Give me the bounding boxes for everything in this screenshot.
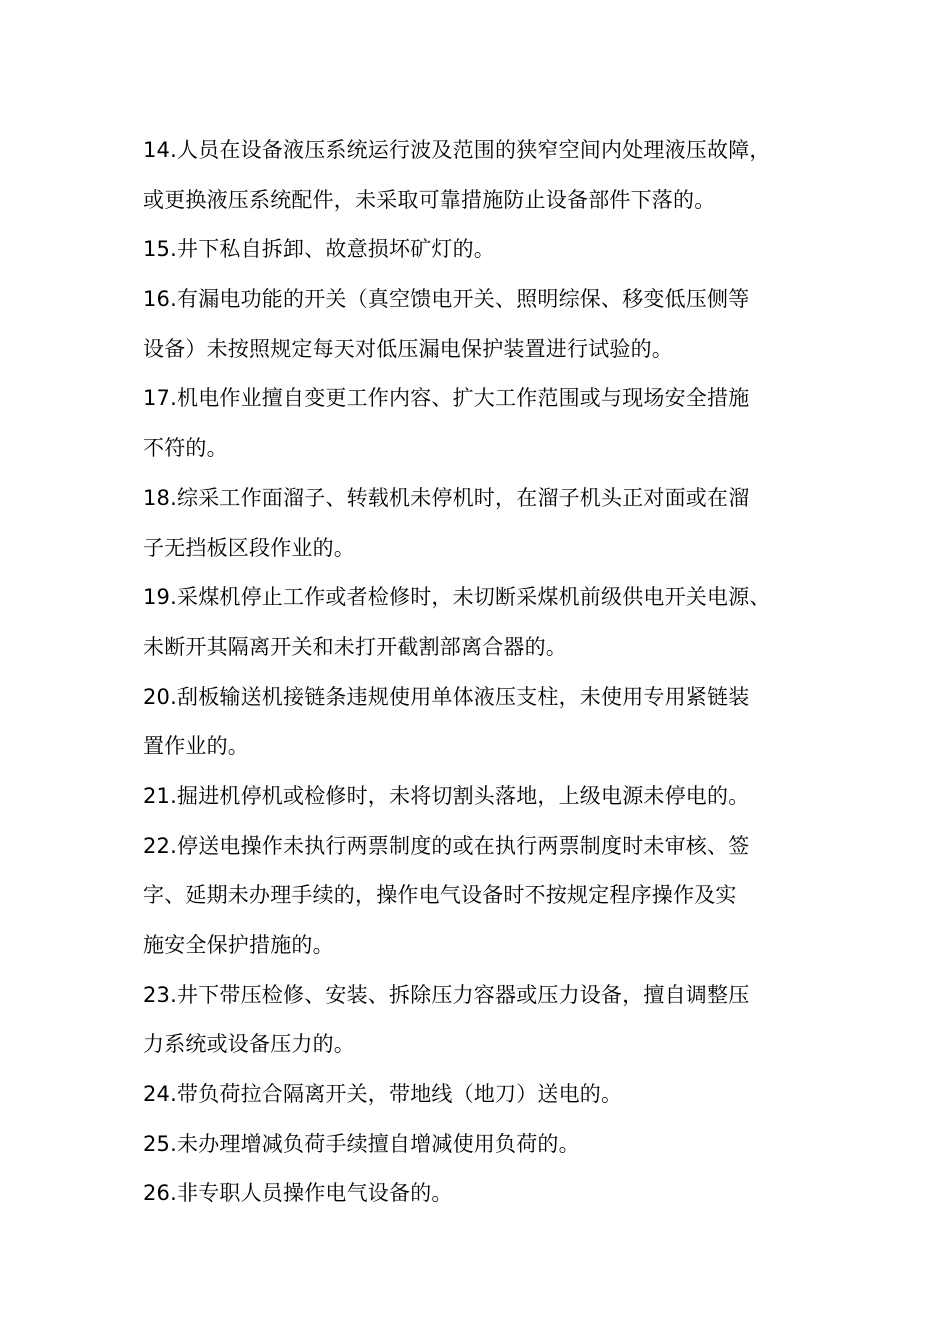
document-body [143, 126, 823, 1219]
text-line-23b: 力系统或设备压力的。 [143, 1032, 355, 1057]
text-line-18b: 子无挡板区段作业的。 [143, 535, 355, 560]
text-line-22c: 施安全保护措施的。 [143, 933, 334, 957]
text-line-16a: 16.有漏电功能的开关（真空馈电开关、照明综保、移变低压侧等 [143, 287, 750, 312]
text-line-26: 26.非专职人员操作电气设备的。 [143, 1181, 453, 1206]
text-line-17a: 17.机电作业擅自变更工作内容、扩大工作范围或与现场安全措施 [143, 386, 750, 411]
text-line-18a: 18.综采工作面溜子、转载机未停机时，在溜子机头正对面或在溜 [143, 485, 750, 510]
text-line-19a: 19.采煤机停止工作或者检修时，未切断采煤机前级供电开关电源、 [143, 585, 771, 610]
text-line-23a: 23.井下带压检修、安装、拆除压力容器或压力设备，擅自调整压 [143, 982, 750, 1007]
text-line-20b: 置作业的。 [143, 734, 249, 759]
text-line-22a: 22.停送电操作未执行两票制度的或在执行两票制度时未审核、签 [143, 833, 750, 858]
text-line-19b: 未断开其隔离开关和未打开截割部离合器的。 [143, 634, 567, 659]
text-line-25: 25.未办理增减负荷手续擅自增减使用负荷的。 [143, 1131, 580, 1156]
text-line-20a: 20.刮板输送机接链条违规使用单体液压支柱，未使用专用紧链装 [143, 684, 750, 709]
text-line-22b: 字、延期未办理手续的，操作电气设备时不按规定程序操作及实 [143, 883, 737, 908]
text-line-14b: 或更换液压系统配件，未采取可靠措施防止设备部件下落的。 [143, 187, 716, 212]
text-line-14a: 14.人员在设备液压系统运行波及范围的狭窄空间内处理液压故障， [143, 138, 771, 162]
text-line-16b: 设备）未按照规定每天对低压漏电保护装置进行试验的。 [143, 336, 673, 361]
text-line-24: 24.带负荷拉合隔离开关，带地线（地刀）送电的。 [143, 1082, 623, 1107]
text-line-15: 15.井下私自拆卸、故意损坏矿灯的。 [143, 237, 495, 262]
text-line-17b: 不符的。 [143, 436, 228, 461]
text-line-21: 21.掘进机停机或检修时，未将切割头落地，上级电源未停电的。 [143, 783, 750, 808]
